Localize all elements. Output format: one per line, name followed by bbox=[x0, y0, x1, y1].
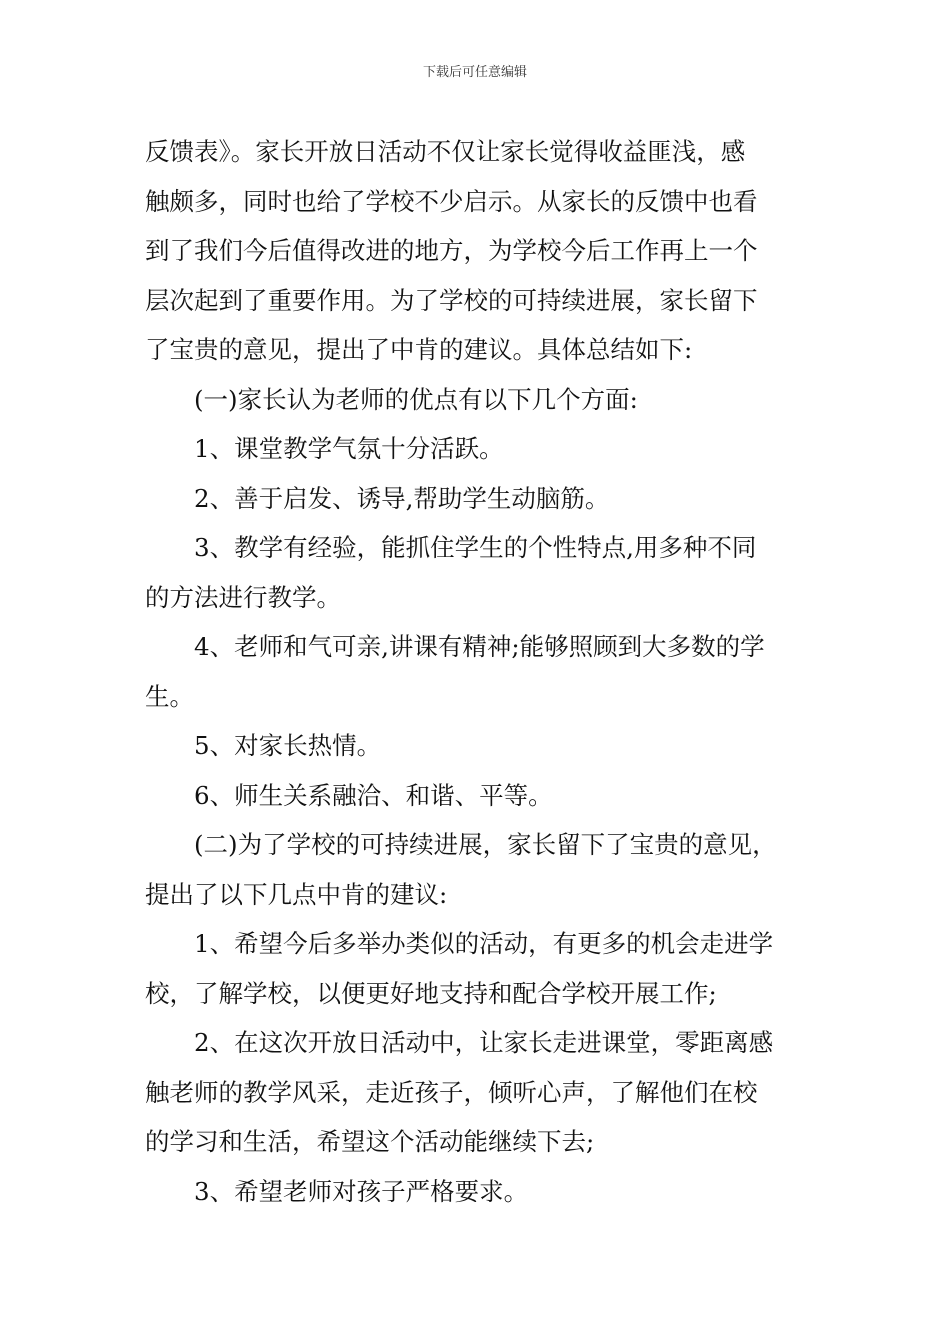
list-item: 1、课堂教学气氛十分活跃。 bbox=[194, 434, 504, 463]
text-line: 反馈表》。家长开放日活动不仅让家长觉得收益匪浅，感 bbox=[145, 137, 746, 166]
list-item: 3、教学有经验，能抓住学生的个性特点,用多种不同 bbox=[194, 533, 757, 562]
list-item: 3、希望老师对孩子严格要求。 bbox=[194, 1176, 529, 1206]
text-line: 了宝贵的意见，提出了中肯的建议。具体总结如下: bbox=[145, 335, 693, 364]
list-item: 6、师生关系融洽、和谐、平等。 bbox=[194, 780, 553, 810]
section-heading: (一)家长认为老师的优点有以下几个方面: bbox=[194, 384, 638, 414]
list-item: 5、对家长热情。 bbox=[194, 731, 382, 760]
section-heading: (二)为了学校的可持续进展，家长留下了宝贵的意见， bbox=[194, 830, 777, 859]
list-item-continuation: 的方法进行教学。 bbox=[145, 582, 341, 612]
list-item: 1、希望今后多举办类似的活动，有更多的机会走进学 bbox=[194, 929, 774, 958]
document-body bbox=[145, 127, 810, 1216]
list-item: 2、善于启发、诱导,帮助学生动脑筋。 bbox=[194, 483, 610, 513]
page-header: 下载后可任意编辑 bbox=[422, 65, 527, 80]
text-line: 到了我们今后值得改进的地方，为学校今后工作再上一个 bbox=[145, 236, 758, 265]
list-item-continuation: 的学习和生活，希望这个活动能继续下去; bbox=[145, 1127, 595, 1156]
section-heading-continuation: 提出了以下几点中肯的建议: bbox=[145, 879, 448, 909]
text-line: 层次起到了重要作用。为了学校的可持续进展，家长留下 bbox=[145, 285, 758, 315]
list-item-continuation: 生。 bbox=[145, 681, 194, 711]
list-item-continuation: 校，了解学校，以便更好地支持和配合学校开展工作; bbox=[145, 978, 717, 1008]
text-line: 触颇多，同时也给了学校不少启示。从家长的反馈中也看 bbox=[145, 186, 758, 216]
list-item: 4、老师和气可亲,讲课有精神;能够照顾到大多数的学 bbox=[194, 632, 765, 661]
list-item-continuation: 触老师的教学风采，走近孩子，倾听心声，了解他们在校 bbox=[145, 1077, 758, 1107]
list-item: 2、在这次开放日活动中，让家长走进课堂，零距离感 bbox=[194, 1028, 774, 1057]
